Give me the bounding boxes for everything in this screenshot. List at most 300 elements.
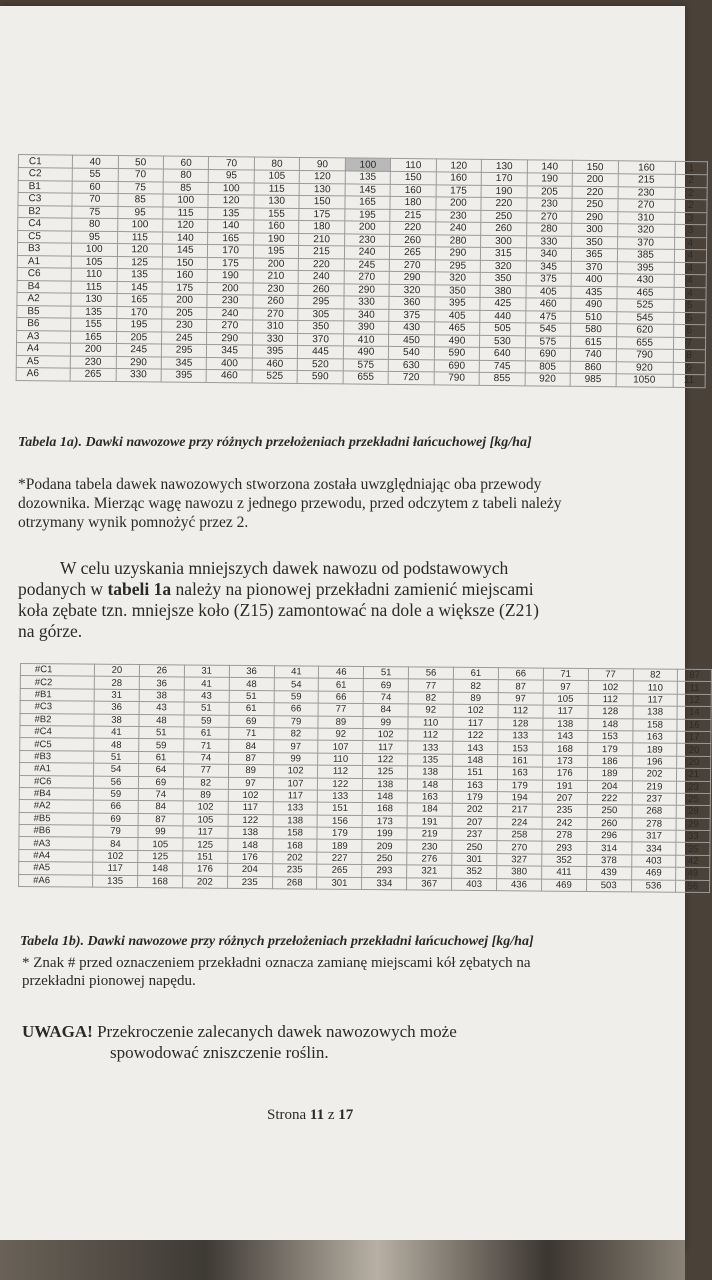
dose-cell: 460: [207, 369, 253, 382]
dose-cell: 122: [318, 778, 363, 791]
dose-cell: 79: [274, 715, 319, 728]
gear-ratio-label: #B6: [19, 825, 93, 838]
dose-cell: 163: [632, 731, 677, 744]
dose-cell: 245: [116, 344, 162, 357]
dose-cell: 82: [453, 680, 498, 693]
dose-cell: 327: [497, 854, 542, 867]
dose-cell: 170: [208, 244, 254, 257]
dose-cell: 620: [616, 324, 673, 337]
dose-cell: 4: [674, 237, 707, 250]
dose-cell: 170: [116, 306, 162, 319]
dose-cell: 35: [676, 843, 710, 856]
dose-cell: 1: [675, 161, 708, 174]
dose-cell: 66: [319, 691, 364, 704]
dose-cell: 74: [138, 788, 183, 801]
dose-cell: 220: [572, 186, 618, 199]
dose-cell: 186: [587, 755, 632, 768]
dose-cell: 69: [364, 679, 409, 692]
dose-cell: 615: [571, 336, 617, 349]
gear-ratio-label: A3: [17, 330, 71, 343]
para-2-line-4: na górze.: [18, 621, 83, 641]
dose-cell: 439: [586, 867, 631, 880]
dose-cell: 270: [497, 841, 542, 854]
dose-cell: 3: [674, 212, 707, 225]
dose-cell: 790: [434, 372, 480, 385]
dose-cell: 41: [274, 666, 319, 679]
dose-cell: 195: [116, 319, 162, 332]
dose-cell: 690: [434, 359, 480, 372]
dose-cell: 28: [94, 677, 139, 690]
dose-cell: 365: [571, 248, 617, 261]
dose-cell: 95: [209, 169, 255, 182]
dose-cell: 84: [138, 801, 183, 814]
dose-cell: 107: [318, 740, 363, 753]
dose-cell: 215: [390, 209, 436, 222]
dose-cell: 200: [207, 282, 253, 295]
dose-cell: 115: [117, 231, 163, 244]
dose-cell: 321: [407, 865, 452, 878]
dose-cell: 403: [452, 878, 497, 891]
dose-cell: 84: [228, 740, 273, 753]
dose-cell: 125: [117, 256, 163, 269]
dose-cell: 189: [317, 840, 362, 853]
dose-cell: 122: [363, 753, 408, 766]
dose-cell: 120: [117, 244, 163, 257]
dose-cell: 41: [94, 726, 139, 739]
dose-cell: 4: [674, 262, 707, 275]
para-2-line-1: W celu uzyskania mniejszych dawek nawozu od podstawowych: [60, 558, 509, 578]
dose-cell: 210: [299, 233, 345, 246]
dose-cell: 26: [139, 665, 184, 678]
dose-cell: 176: [227, 851, 272, 864]
dose-cell: 51: [184, 702, 229, 715]
dose-cell: 130: [481, 159, 527, 172]
dose-cell: 215: [618, 174, 675, 187]
dose-cell: 125: [363, 766, 408, 779]
dose-cell: 77: [588, 668, 633, 681]
dose-cell: 95: [117, 206, 163, 219]
page-number: [267, 1106, 353, 1125]
dose-cell: 190: [253, 232, 299, 245]
page-total: 17: [338, 1107, 354, 1123]
para-2-text: należy na pionowej przekładni zamienić miejscami: [171, 579, 534, 599]
dose-cell: 258: [497, 829, 542, 842]
dose-cell: 148: [453, 754, 498, 767]
gear-ratio-label: C5: [18, 230, 72, 243]
dose-cell: 71: [229, 727, 274, 740]
dose-cell: 184: [407, 803, 452, 816]
dose-cell: 48: [94, 738, 139, 751]
dose-cell: 80: [72, 218, 118, 231]
dose-cell: 503: [586, 879, 631, 892]
warning-label: UWAGA!: [22, 1022, 93, 1041]
dose-cell: 97: [498, 692, 543, 705]
dose-cell: 40: [72, 155, 118, 168]
dose-cell: 36: [139, 677, 184, 690]
dose-cell: 138: [633, 706, 678, 719]
warning: [22, 1021, 457, 1063]
dose-cell: 310: [617, 211, 674, 224]
gear-ratio-label: B1: [18, 180, 72, 193]
dose-cell: 165: [71, 331, 117, 344]
dose-cell: 222: [587, 792, 632, 805]
dose-cell: 51: [94, 751, 139, 764]
gear-ratio-label: A2: [17, 292, 71, 305]
dose-cell: 7: [673, 337, 706, 350]
dose-cell: 435: [571, 286, 617, 299]
dose-cell: 300: [481, 235, 527, 248]
dose-cell: 128: [588, 706, 633, 719]
dose-cell: 240: [298, 270, 344, 283]
dose-cell: 540: [389, 346, 435, 359]
dose-cell: 56: [93, 776, 138, 789]
dose-cell: 117: [228, 802, 273, 815]
dose-cell: 87: [498, 680, 543, 693]
page-current: 11: [309, 1107, 325, 1123]
dose-cell: 301: [317, 877, 362, 890]
dose-cell: 99: [273, 752, 318, 765]
dose-cell: 165: [208, 232, 254, 245]
dose-cell: 158: [273, 827, 318, 840]
dose-cell: 105: [183, 814, 228, 827]
dose-cell: 330: [344, 296, 390, 309]
dose-cell: 112: [498, 705, 543, 718]
dose-cell: 210: [253, 270, 299, 283]
gear-ratio-label: B6: [17, 317, 71, 330]
dose-cell: 230: [207, 294, 253, 307]
dose-cell: 97: [228, 777, 273, 790]
dose-cell: 220: [481, 197, 527, 210]
dose-cell: 66: [498, 668, 543, 681]
dose-cell: 112: [318, 765, 363, 778]
dose-cell: 270: [344, 271, 390, 284]
dose-cell: 590: [297, 370, 343, 383]
gear-ratio-label: #B2: [20, 713, 94, 726]
dose-cell: 204: [587, 780, 632, 793]
dose-cell: 2: [675, 199, 708, 212]
dose-cell: 230: [162, 319, 208, 332]
dose-cell: 469: [631, 867, 676, 880]
dose-cell: 48: [139, 714, 184, 727]
dose-cell: 155: [254, 207, 300, 220]
dose-cell: 31: [94, 689, 139, 702]
dose-cell: 135: [71, 306, 117, 319]
dose-cell: 175: [208, 257, 254, 270]
dose-cell: 720: [388, 371, 434, 384]
gear-ratio-label: C3: [18, 193, 72, 206]
dose-cell: 43: [139, 702, 184, 715]
dose-cell: 31: [184, 665, 229, 678]
gear-ratio-label: A4: [16, 342, 70, 355]
dose-cell: 110: [391, 158, 437, 171]
dose-cell: 97: [273, 740, 318, 753]
dose-cell: 176: [542, 767, 587, 780]
gear-ratio-label: #A6: [19, 874, 93, 887]
dose-cell: 16: [677, 719, 711, 732]
dose-cell: 227: [317, 852, 362, 865]
dose-cell: 525: [252, 370, 298, 383]
dose-cell: 84: [363, 704, 408, 717]
dose-cell: 12: [678, 694, 712, 707]
dose-cell: 158: [633, 718, 678, 731]
dose-cell: 138: [228, 826, 273, 839]
dose-cell: 82: [183, 776, 228, 789]
dose-cell: 300: [572, 223, 618, 236]
dose-cell: 69: [138, 776, 183, 789]
dose-cell: 202: [182, 876, 227, 889]
dose-cell: 290: [389, 271, 435, 284]
dose-cell: 150: [162, 257, 208, 270]
dose-cell: 235: [227, 876, 272, 889]
dose-cell: 215: [299, 245, 345, 258]
dose-cell: 135: [345, 171, 391, 184]
gear-ratio-label: A5: [16, 355, 70, 368]
dose-cell: 59: [274, 690, 319, 703]
dose-cell: 148: [363, 790, 408, 803]
dose-cell: 630: [388, 359, 434, 372]
dose-cell: 61: [319, 678, 364, 691]
dose-cell: 61: [229, 702, 274, 715]
dose-cell: 168: [272, 839, 317, 852]
dose-cell: 245: [344, 258, 390, 271]
dose-cell: 320: [389, 284, 435, 297]
dose-cell: 330: [252, 332, 298, 345]
dose-cell: 122: [453, 729, 498, 742]
dose-cell: 240: [207, 307, 253, 320]
dose-cell: 90: [300, 157, 346, 170]
dose-cell: 245: [161, 332, 207, 345]
dose-cell: 145: [162, 244, 208, 257]
note-1-line-3: otrzymany wynik pomnożyć przez 2.: [18, 514, 249, 531]
dose-cell: 280: [435, 234, 481, 247]
dose-cell: 505: [480, 322, 526, 335]
dose-cell: 38: [94, 714, 139, 727]
dose-cell: 260: [390, 234, 436, 247]
dose-cell: 112: [588, 693, 633, 706]
dose-cell: 265: [70, 368, 116, 381]
dose-cell: 125: [138, 850, 183, 863]
dose-cell: 260: [587, 817, 632, 830]
dose-cell: 370: [571, 261, 617, 274]
dose-cell: 148: [228, 839, 273, 852]
note-1: [18, 475, 562, 532]
dose-cell: 985: [570, 373, 616, 386]
dose-cell: 270: [617, 199, 674, 212]
dose-cell: 268: [632, 805, 677, 818]
dose-cell: 110: [633, 681, 678, 694]
dose-cell: 38: [139, 689, 184, 702]
dose-cell: 395: [252, 345, 298, 358]
dose-cell: 160: [390, 184, 436, 197]
dose-cell: 135: [117, 269, 163, 282]
dose-cell: 179: [317, 827, 362, 840]
dose-cell: 196: [632, 756, 677, 769]
dose-cell: 70: [72, 193, 118, 206]
dose-cell: 173: [542, 755, 587, 768]
gear-ratio-label: #C3: [20, 701, 94, 714]
dose-cell: 60: [163, 156, 209, 169]
dose-cell: 20: [677, 756, 711, 769]
dose-cell: 168: [137, 875, 182, 888]
dose-cell: 202: [272, 852, 317, 865]
dose-cell: 5: [673, 299, 706, 312]
dose-cell: 405: [526, 285, 572, 298]
dose-cell: 200: [572, 173, 618, 186]
dose-cell: 64: [138, 764, 183, 777]
table-reference: tabeli 1a: [107, 579, 172, 599]
dose-cell: 151: [453, 766, 498, 779]
dose-cell: 133: [498, 730, 543, 743]
dose-cell: 237: [632, 793, 677, 806]
dose-cell: 100: [163, 194, 209, 207]
gear-ratio-label: B4: [17, 280, 71, 293]
gear-ratio-label: C2: [18, 168, 72, 181]
dose-cell: 690: [525, 348, 571, 361]
dose-cell: 135: [93, 875, 138, 888]
dose-cell: 314: [587, 842, 632, 855]
dose-cell: 95: [72, 231, 118, 244]
dose-cell: 230: [344, 233, 390, 246]
dose-cell: 230: [70, 356, 116, 369]
dose-cell: 99: [363, 716, 408, 729]
dose-cell: 20: [677, 744, 711, 757]
dose-cell: 490: [343, 346, 389, 359]
dose-cell: 33: [676, 830, 710, 843]
dose-cell: 41: [184, 677, 229, 690]
dose-cell: 278: [632, 818, 677, 831]
dose-cell: 70: [209, 156, 255, 169]
dose-cell: 150: [299, 195, 345, 208]
note-1-line-2: dozownika. Mierząc wagę nawozu z jednego przewodu, przed odczytem z tabeli należy: [18, 495, 562, 512]
dose-cell: 805: [525, 360, 571, 373]
dose-cell: 133: [318, 790, 363, 803]
dose-cell: 352: [452, 866, 497, 879]
gear-ratio-label: C6: [17, 267, 71, 280]
dose-cell: 200: [70, 343, 116, 356]
dose-cell: 153: [498, 742, 543, 755]
dose-cell: 2: [675, 174, 708, 187]
dose-cell: 61: [453, 667, 498, 680]
dose-cell: 195: [253, 245, 299, 258]
dose-cell: 117: [183, 826, 228, 839]
dose-cell: 110: [318, 753, 363, 766]
dose-cell: 190: [208, 269, 254, 282]
dose-cell: 194: [497, 792, 542, 805]
dose-cell: 320: [617, 224, 674, 237]
gear-ratio-label: C1: [18, 155, 72, 169]
dose-cell: 120: [436, 159, 482, 172]
dose-cell: 250: [587, 805, 632, 818]
dose-cell: 117: [273, 790, 318, 803]
dose-cell: 115: [163, 207, 209, 220]
dose-cell: 207: [542, 792, 587, 805]
dose-cell: 55: [72, 168, 118, 181]
dose-cell: 352: [542, 854, 587, 867]
dose-cell: 71: [184, 739, 229, 752]
gear-ratio-label: #A2: [19, 800, 93, 813]
dose-cell: 117: [363, 741, 408, 754]
dose-cell: 209: [362, 840, 407, 853]
dose-table-1b: [18, 663, 712, 893]
dose-cell: 536: [631, 879, 676, 892]
dose-cell: 160: [254, 220, 300, 233]
dose-cell: 240: [435, 222, 481, 235]
dose-cell: 250: [452, 841, 497, 854]
dose-cell: 469: [541, 879, 586, 892]
dose-cell: 425: [480, 297, 526, 310]
dose-cell: 49: [676, 867, 710, 880]
dose-cell: 130: [254, 195, 300, 208]
dose-cell: 66: [93, 800, 138, 813]
dose-cell: 125: [183, 838, 228, 851]
dose-cell: 385: [617, 249, 674, 262]
dose-cell: 36: [94, 701, 139, 714]
dose-cell: 4: [674, 249, 707, 262]
dose-cell: 265: [317, 864, 362, 877]
dose-cell: 440: [480, 310, 526, 323]
dose-cell: 460: [525, 298, 571, 311]
warning-text: Przekroczenie zalecanych dawek nawozowych może: [92, 1022, 457, 1041]
gear-ratio-label: C4: [18, 218, 72, 231]
gear-ratio-label: #A3: [19, 837, 93, 850]
gear-ratio-label: #C2: [20, 676, 94, 689]
dose-cell: 11: [678, 682, 712, 695]
dose-cell: 120: [163, 219, 209, 232]
dose-cell: 195: [345, 208, 391, 221]
dose-cell: 59: [93, 788, 138, 801]
dose-cell: 130: [71, 293, 117, 306]
dose-cell: 153: [588, 730, 633, 743]
dose-cell: 200: [436, 197, 482, 210]
dose-cell: 410: [343, 333, 389, 346]
dose-cell: 378: [586, 854, 631, 867]
dose-cell: 140: [527, 160, 573, 173]
dose-cell: 105: [543, 693, 588, 706]
dose-cell: 120: [208, 194, 254, 207]
dose-cell: 403: [631, 855, 676, 868]
dose-cell: 204: [227, 864, 272, 877]
dose-cell: 205: [162, 307, 208, 320]
dose-cell: 270: [390, 259, 436, 272]
dose-cell: 240: [344, 246, 390, 259]
dose-cell: 175: [436, 184, 482, 197]
dose-cell: 80: [254, 157, 300, 170]
dose-cell: 89: [318, 716, 363, 729]
dose-cell: 100: [117, 219, 163, 232]
dose-cell: 140: [208, 219, 254, 232]
dose-cell: 60: [72, 181, 118, 194]
dose-cell: 260: [298, 283, 344, 296]
dose-cell: 395: [435, 297, 481, 310]
dose-cell: 84: [93, 838, 138, 851]
dose-cell: 138: [543, 718, 588, 731]
dose-cell: 205: [527, 185, 573, 198]
note-2-line-1: * Znak # przed oznaczeniem przekładni oznacza zamianę miejscami kół zębatych na: [22, 955, 531, 971]
dose-cell: 334: [631, 842, 676, 855]
dose-cell: 190: [481, 185, 527, 198]
dose-cell: 200: [253, 257, 299, 270]
dose-cell: 151: [318, 802, 363, 815]
dose-cell: 390: [343, 321, 389, 334]
dose-cell: 525: [616, 299, 673, 312]
dose-cell: 61: [139, 751, 184, 764]
dose-cell: 190: [527, 173, 573, 186]
dose-cell: 87: [228, 752, 273, 765]
dose-cell: 296: [587, 830, 632, 843]
dose-cell: 156: [318, 815, 363, 828]
dose-cell: 235: [542, 804, 587, 817]
dose-cell: 270: [253, 307, 299, 320]
